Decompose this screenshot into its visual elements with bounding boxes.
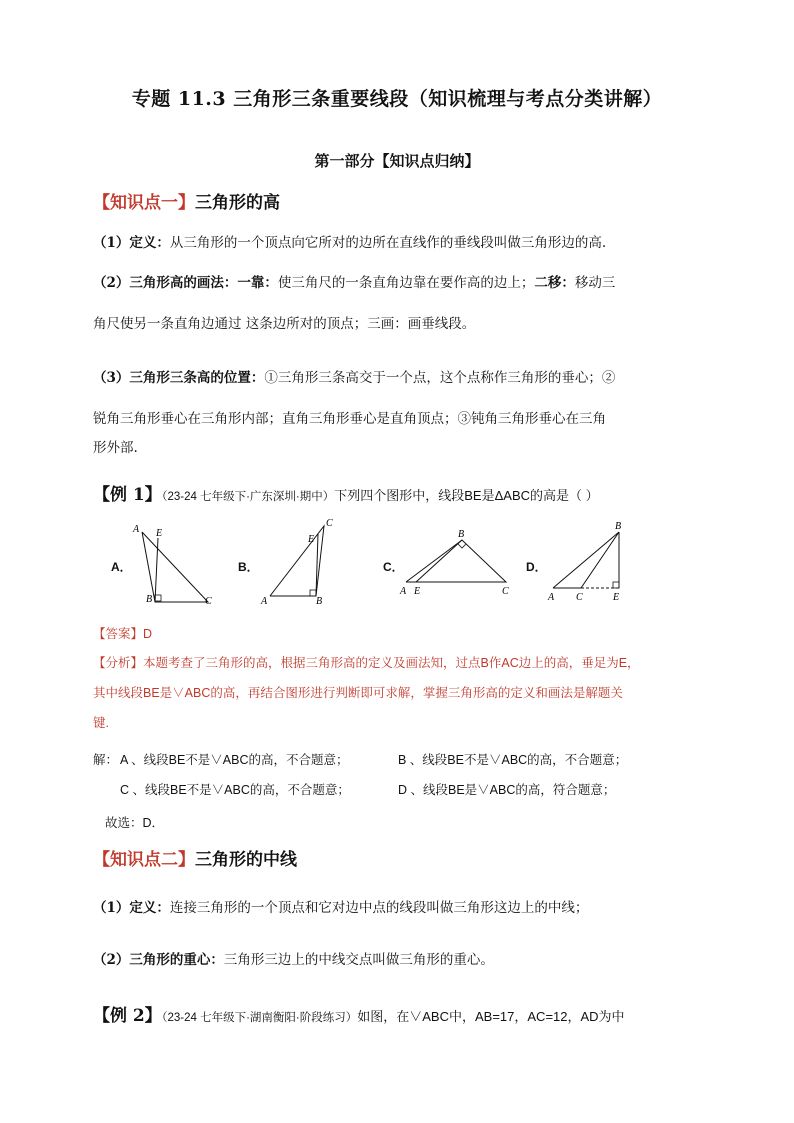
fig-c-label-c: C [502, 586, 509, 596]
kp1-def-label: （1）定义： [93, 235, 170, 251]
example-1-text: 下列四个图形中，线段BE是ΔABC的高是（ ） [334, 488, 599, 503]
kp1-bracket: 【知识点一】 [93, 193, 195, 213]
analysis [93, 648, 713, 738]
fig-d-label-b: B [615, 521, 622, 532]
solution-b: B 、线段BE不是∨ABC的高，不合题意； [398, 753, 628, 767]
fig-d-label-e: E [613, 592, 620, 603]
example-1-question [93, 480, 599, 505]
example-1-label: 【例 1】 [93, 485, 162, 505]
kp2-centroid-label: （2）三角形的重心： [93, 952, 224, 968]
kp1-def-text: 从三角形的一个顶点向它所对的边所在直线作的垂线段叫做三角形边的高. [169, 235, 607, 251]
kp2-bracket: 【知识点二】 [93, 850, 195, 870]
fig-c-label-b: B [458, 529, 465, 540]
option-b-label: B． [238, 560, 259, 574]
solution-c: C 、线段BE不是∨ABC的高，不合题意； [120, 783, 350, 797]
kp1-positions [93, 368, 713, 388]
kp2-centroid-text: 三角形三边上的中线交点叫做三角形的重心。 [223, 952, 494, 968]
option-a-label: A． [111, 560, 132, 574]
fig-b-label-b: B [316, 596, 323, 607]
fig-d-label-c: C [576, 592, 583, 603]
solution-conclusion: 故选：D． [105, 816, 165, 830]
example-1-source: （23-24 七年级下·广东深圳·期中） [161, 491, 335, 503]
kp2-title: 三角形的中线 [195, 850, 297, 870]
kp2-def-text: 连接三角形的一个顶点和它对边中点的线段叫做三角形这边上的中线； [169, 900, 589, 916]
fig-c-label-e: E [414, 586, 421, 596]
analysis-line-1 [93, 648, 713, 678]
solution-a: A 、线段BE不是∨ABC的高，不合题意； [120, 753, 349, 767]
kp2-definition [93, 898, 713, 918]
kp1-positions-text: ①三角形三条高交于一个点，这个点称作三角形的垂心；② [264, 370, 616, 386]
answer-label: 【答案】 [93, 627, 144, 641]
solution-d: D 、线段BE是∨ABC的高，符合题意； [398, 783, 616, 797]
solution-prefix: 解： [93, 753, 119, 767]
figure-option-b [258, 518, 348, 608]
analysis-line-1-text: 本题考查了三角形的高，根据三角形高的定义及画法知，过点B作AC边上的高，垂足为E， [143, 656, 640, 670]
knowledge-point-2-heading [93, 845, 297, 870]
kp2-def-label: （1）定义： [93, 900, 170, 916]
kp1-positions-line3: 形外部. [93, 440, 138, 456]
kp1-definition [93, 233, 713, 253]
fig-a-label-e: E [156, 528, 163, 539]
knowledge-point-1-heading [93, 188, 280, 213]
kp1-method-label-b: 二移： [534, 275, 575, 291]
fig-a-label-a: A [133, 524, 140, 535]
option-d-label: D． [526, 560, 547, 574]
fig-a-label-c: C [205, 596, 212, 607]
kp1-method-text-b: 移动三 [574, 275, 616, 291]
fig-a-label-b: B [146, 594, 153, 605]
kp1-title: 三角形的高 [195, 193, 280, 213]
fig-b-label-a: A [261, 596, 268, 607]
part-heading: 第一部分【知识点归纳】 [314, 152, 480, 170]
example-2-text: 如图，在∨ABC中，AB=17，AC=12，AD为中 [357, 1009, 625, 1024]
kp1-positions-label: （3）三角形三条高的位置： [93, 370, 265, 386]
kp1-positions-line2: 锐角三角形垂心在三角形内部；直角三角形垂心是直角顶点；③钝角三角形垂心在三角 [93, 411, 606, 427]
example-2-label: 【例 2】 [93, 1006, 162, 1026]
kp1-method-text-a: 使三角尺的一条直角边靠在要作高的边上； [277, 275, 535, 291]
analysis-line-2: 其中线段BE是∨ABC的高，再结合图形进行判断即可求解，掌握三角形高的定义和画法是解题关 [93, 686, 623, 700]
option-c-label: C． [383, 560, 404, 574]
example-2-question [93, 1001, 625, 1026]
figure-option-d [543, 520, 633, 605]
fig-b-label-c: C [326, 518, 333, 529]
page-title: 专题 11.3 三角形三条重要线段（知识梳理与考点分类讲解） [131, 88, 663, 110]
fig-b-label-e: E [308, 534, 315, 545]
fig-d-label-a: A [548, 592, 555, 603]
fig-c-label-a: A [400, 586, 407, 596]
kp1-drawing-method-line2: 角尺使另一条直角边通过 这条边所对的顶点；三画：画垂线段。 [93, 316, 476, 332]
example-2-source: （23-24 七年级下·湖南衡阳·阶段练习） [161, 1012, 358, 1024]
figure-option-a [130, 518, 220, 608]
analysis-label: 【分析】 [93, 656, 144, 670]
kp2-centroid [93, 950, 713, 970]
analysis-line-3: 键. [93, 716, 109, 730]
kp1-drawing-method [93, 273, 713, 293]
answer-value: D [143, 627, 153, 641]
figure-option-c [398, 526, 518, 596]
answer [93, 624, 152, 642]
kp1-method-label: （2）三角形高的画法：一靠： [93, 275, 278, 291]
